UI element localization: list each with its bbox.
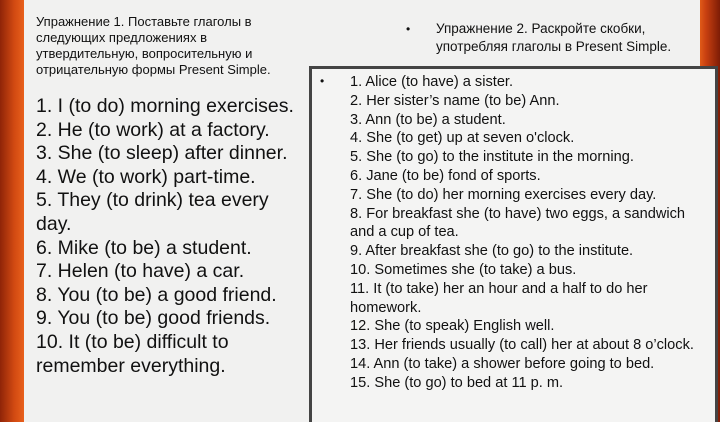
exercise2-item: 13. Her friends usually (to call) her at about 8 o’clock. xyxy=(350,337,694,354)
exercise2-item: 8. For breakfast she (to have) two eggs, a sandwich and a cup of tea. xyxy=(350,205,686,241)
flame-background-left xyxy=(0,0,24,422)
exercise1-list xyxy=(36,95,308,378)
bullet-point: • xyxy=(406,22,411,36)
exercise1-item: 2. He (to work) at a factory. xyxy=(36,118,270,141)
exercise2-item: 11. It (to take) her an hour and a half to do her homework. xyxy=(350,280,648,316)
exercise2-instructions-text: Упражнение 2. Раскройте скобки, употребляя глаголы в Present Simple. xyxy=(436,21,672,54)
exercise2-item: 5. She (to go) to the institute in the morning. xyxy=(350,149,634,166)
bullet-point: • xyxy=(320,74,325,88)
exercise2-instructions xyxy=(406,20,696,56)
exercise2-item: 2. Her sister’s name (to be) Ann. xyxy=(350,92,560,109)
exercise2-item: 1. Alice (to have) a sister. xyxy=(350,74,514,90)
exercise1-item: 9. You (to be) good friends. xyxy=(36,307,271,330)
exercise2-item: 12. She (to speak) English well. xyxy=(350,318,555,335)
exercise2-item: 15. She (to go) to bed at 11 p. m. xyxy=(350,374,564,391)
exercise2-list xyxy=(350,73,695,393)
exercise1-item: 6. Mike (to be) a student. xyxy=(36,236,252,259)
exercise2-item: 3. Ann (to be) a student. xyxy=(350,111,506,128)
exercise1-item: 4. We (to work) part-time. xyxy=(36,165,256,188)
exercise2-item: 6. Jane (to be) fond of sports. xyxy=(350,167,541,184)
exercise2-item: 14. Ann (to take) a shower before going to bed. xyxy=(350,355,655,372)
exercise2-item: 7. She (to do) her morning exercises every day. xyxy=(350,186,657,203)
exercise1-item: 10. It (to be) difficult to remember everything. xyxy=(36,330,229,377)
exercise1-instructions: Упражнение 1. Поставьте глаголы в следующих предложениях в утвердительную, вопросительную и отрицательную формы Present Simple. xyxy=(36,14,271,77)
exercise2-item: 4. She (to get) up at seven o'clock. xyxy=(350,130,575,147)
exercise1-item: 1. I (to do) morning exercises. xyxy=(36,95,294,117)
exercise1-item: 5. They (to drink) tea every day. xyxy=(36,189,269,235)
exercise1-item: 8. You (to be) a good friend. xyxy=(36,283,277,306)
exercise1-item: 7. Helen (to have) a car. xyxy=(36,260,245,283)
exercise1-item: 3. She (to sleep) after dinner. xyxy=(36,142,288,165)
exercise2-item: 10. Sometimes she (to take) a bus. xyxy=(350,261,577,278)
exercise2-item: 9. After breakfast she (to go) to the institute. xyxy=(350,243,634,260)
